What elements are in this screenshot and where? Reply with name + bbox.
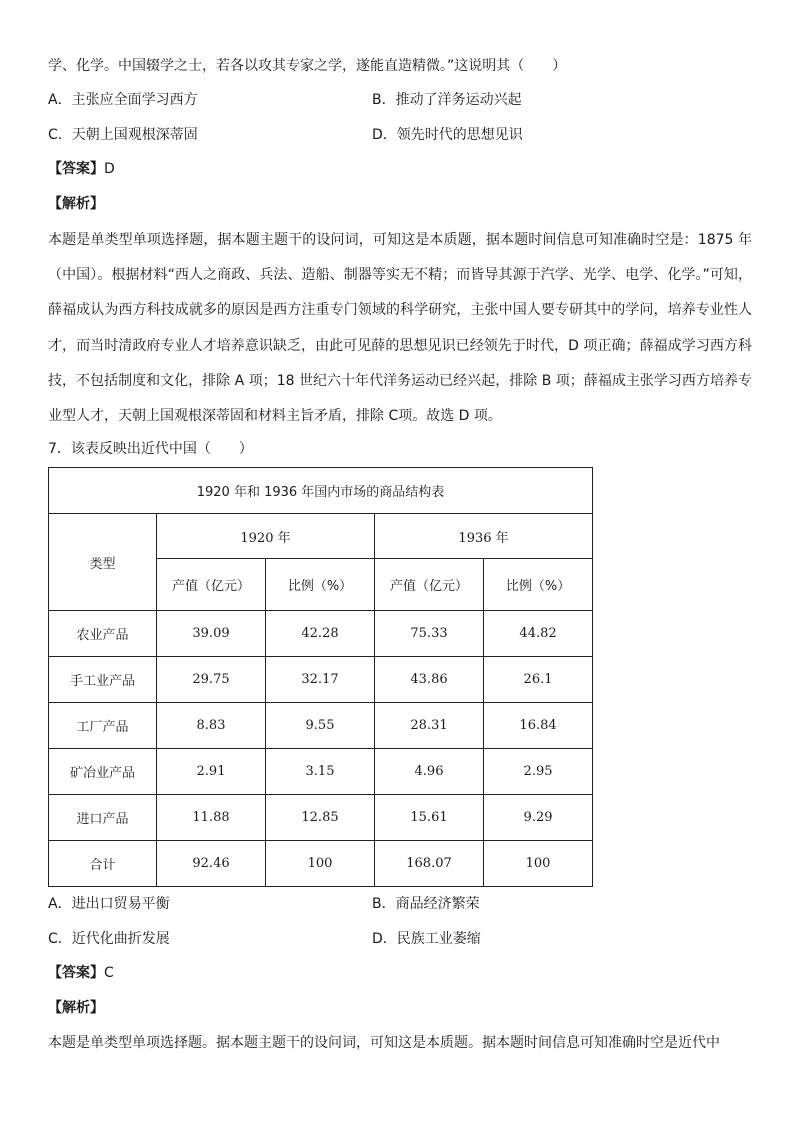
q6-answer-label: 【答案】 bbox=[48, 161, 104, 177]
cell-ratio-1936: 100 bbox=[484, 841, 593, 887]
cell-value-1936: 75.33 bbox=[375, 611, 484, 657]
cell-value-1920: 2.91 bbox=[157, 749, 266, 795]
cell-value-1936: 4.96 bbox=[375, 749, 484, 795]
q7-answer-value: C bbox=[104, 965, 114, 981]
q6-stem-end: 学、化学。中国辍学之士，若各以攻其专家之学，遂能直造精微。”这说明其（ ） bbox=[48, 58, 567, 74]
q7-analysis-text: 本题是单类型单项选择题。据本题主题干的设问词，可知这是本质题。据本题时间信息可知准确时空是近代中 bbox=[48, 1035, 720, 1051]
table-row bbox=[49, 795, 593, 841]
row-type: 手工业产品 bbox=[49, 657, 157, 703]
cell-ratio-1920: 100 bbox=[266, 841, 375, 887]
cell-value-1920: 92.46 bbox=[157, 841, 266, 887]
cell-ratio-1920: 12.85 bbox=[266, 795, 375, 841]
cell-value-1920: 8.83 bbox=[157, 703, 266, 749]
cell-ratio-1936: 2.95 bbox=[484, 749, 593, 795]
q6-option-c: C．天朝上国观根深蒂固 bbox=[48, 127, 198, 143]
header-type: 类型 bbox=[49, 514, 157, 611]
header-year-1936: 1936 年 bbox=[375, 514, 593, 559]
table-row bbox=[49, 611, 593, 657]
row-type: 矿冶业产品 bbox=[49, 749, 157, 795]
q7-option-d: D．民族工业萎缩 bbox=[372, 931, 481, 947]
header-ratio-1936: 比例（%） bbox=[484, 559, 593, 611]
q6-answer bbox=[48, 159, 115, 179]
cell-ratio-1936: 9.29 bbox=[484, 795, 593, 841]
q6-option-a: A．主张应全面学习西方 bbox=[48, 92, 198, 108]
header-value-1920: 产值（亿元） bbox=[157, 559, 266, 611]
q6-option-b: B．推动了洋务运动兴起 bbox=[372, 92, 522, 108]
cell-ratio-1920: 32.17 bbox=[266, 657, 375, 703]
q7-option-a: A．进出口贸易平衡 bbox=[48, 896, 170, 912]
q7-analysis-label: 【解析】 bbox=[48, 1000, 104, 1016]
table-row bbox=[49, 749, 593, 795]
q7-option-c: C．近代化曲折发展 bbox=[48, 931, 170, 947]
row-type: 进口产品 bbox=[49, 795, 157, 841]
row-type: 合计 bbox=[49, 841, 157, 887]
table-row bbox=[49, 703, 593, 749]
cell-ratio-1920: 9.55 bbox=[266, 703, 375, 749]
q7-stem: 7．该表反映出近代中国（ ） bbox=[48, 441, 253, 457]
cell-value-1920: 39.09 bbox=[157, 611, 266, 657]
header-ratio-1920: 比例（%） bbox=[266, 559, 375, 611]
q6-answer-value: D bbox=[104, 161, 115, 177]
header-value-1936: 产值（亿元） bbox=[375, 559, 484, 611]
cell-ratio-1936: 44.82 bbox=[484, 611, 593, 657]
cell-ratio-1920: 42.28 bbox=[266, 611, 375, 657]
q7-option-b: B．商品经济繁荣 bbox=[372, 896, 480, 912]
cell-ratio-1936: 16.84 bbox=[484, 703, 593, 749]
commodity-structure-table bbox=[48, 467, 593, 887]
cell-value-1936: 28.31 bbox=[375, 703, 484, 749]
q7-answer bbox=[48, 963, 114, 983]
table-title: 1920 年和 1936 年国内市场的商品结构表 bbox=[49, 468, 593, 514]
table-row-total bbox=[49, 841, 593, 887]
cell-value-1920: 29.75 bbox=[157, 657, 266, 703]
q7-answer-label: 【答案】 bbox=[48, 965, 104, 981]
table-row bbox=[49, 657, 593, 703]
q6-option-d: D．领先时代的思想见识 bbox=[372, 127, 523, 143]
q6-analysis-text: 本题是单类型单项选择题，据本题主题干的设问词，可知这是本质题，据本题时间信息可知准确时空是：1875 年（中国）。根据材料“西人之商政、兵法、造船、制器等实无不精；而皆导其源于汽学、光学、电学、化学。”可知，薛福成认为西方科技成就多的原因是西方注重专门领域的科学研究，主张中国人要专研其中的学问，培养专业性人才，而当时清政府专业人才培养意识缺乏，由此可见薛的思想见识已经领先于时代，D 项正确；薛福成学习西方科技，不包括制度和文化，排除 A 项；18 世纪六十年代洋务运动已经兴起，排除 B 项；薛福成主张学习西方培养专业型人才，天朝上国观根深蒂固和材料主旨矛盾，排除 C项。故选 D 项。 bbox=[48, 232, 752, 425]
cell-value-1920: 11.88 bbox=[157, 795, 266, 841]
header-year-1920: 1920 年 bbox=[157, 514, 375, 559]
q6-analysis-label: 【解析】 bbox=[48, 196, 104, 212]
cell-ratio-1936: 26.1 bbox=[484, 657, 593, 703]
cell-value-1936: 43.86 bbox=[375, 657, 484, 703]
row-type: 农业产品 bbox=[49, 611, 157, 657]
cell-value-1936: 168.07 bbox=[375, 841, 484, 887]
row-type: 工厂产品 bbox=[49, 703, 157, 749]
cell-ratio-1920: 3.15 bbox=[266, 749, 375, 795]
cell-value-1936: 15.61 bbox=[375, 795, 484, 841]
